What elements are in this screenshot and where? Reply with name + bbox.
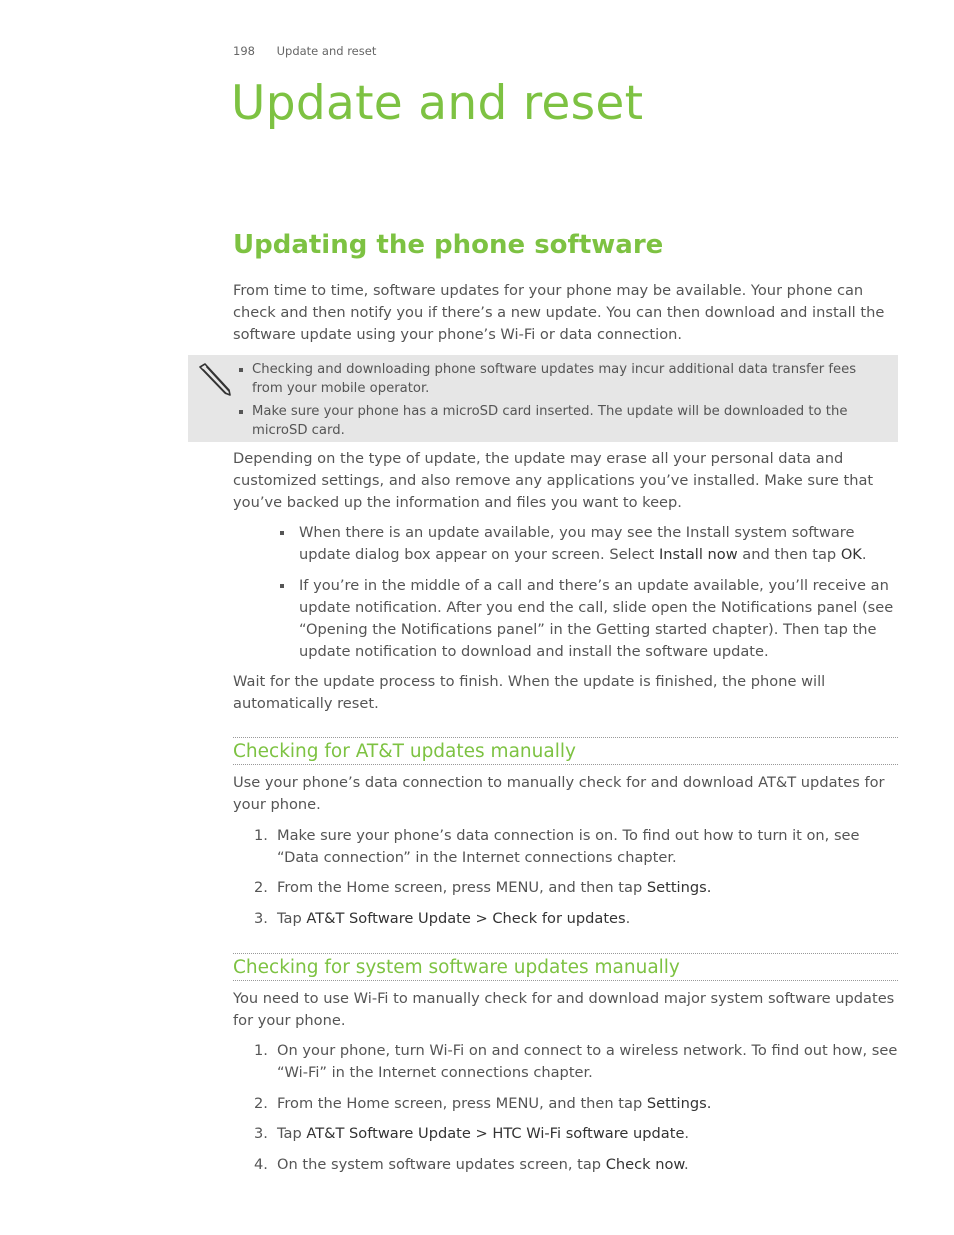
note-list [238,360,888,444]
list-item: 3. Tap AT&T Software Update > Check for updates. [254,910,631,927]
subsection-title: Checking for AT&T updates manually [233,741,576,762]
page-number: 198 [233,44,255,58]
system-subsection-heading [233,953,898,981]
list-item: 3. Tap AT&T Software Update > HTC Wi-Fi software update. [254,1125,690,1142]
install-now-label: Install now [658,546,738,563]
ok-label: OK [840,546,862,563]
note-item: Make sure your phone has a microSD card inserted. The update will be downloaded to the microSD card. [238,402,888,440]
list-item: 4. On the system software updates screen, tap Check now. [254,1156,689,1173]
system-intro: You need to use Wi-Fi to manually check for and download major system software updates for your phone. [233,990,895,1029]
list-item: When there is an update available, you may see the Install system software update dialog box appear on your screen. Select Install now and then tap OK. [277,522,897,566]
note-item: Checking and downloading phone software updates may incur additional data transfer fees from your mobile operator. [238,360,888,398]
list-item: If you’re in the middle of a call and there’s an update available, you’ll receive an update notification. After you end the call, slide open the Notifications panel (see “Opening the Notifications panel” in the Getting started chapter). Then tap the update notification to download and install the software update. [277,575,897,663]
att-subsection-heading [233,737,898,765]
list-item: 1. Make sure your phone’s data connection is on. To find out how to turn it on, see “Data connection” in the Internet connections chapter. [254,827,860,866]
update-warning-paragraph: Depending on the type of update, the update may erase all your personal data and customized settings, and also remove any applications you’ve installed. Make sure that you’ve backed up the information and files you want to keep. [233,450,874,511]
note-box [188,355,898,442]
section-title: Updating the phone software [233,230,664,260]
list-item: 2. From the Home screen, press MENU, and then tap Settings. [254,879,712,896]
update-bullet-list [277,522,897,663]
subsection-title: Checking for system software updates manually [233,957,680,978]
att-intro: Use your phone’s data connection to manually check for and download AT&T updates for your phone. [233,774,885,813]
chapter-title: Update and reset [231,76,644,131]
list-item: 1. On your phone, turn Wi-Fi on and connect to a wireless network. To find out how, see “Wi-Fi” in the Internet connections chapter. [254,1042,898,1081]
section-intro: From time to time, software updates for your phone may be available. Your phone can check and then notify you if there’s a new update. You can then download and install the software update using your phone’s Wi-Fi or data connection. [233,282,885,343]
system-steps [254,1040,898,1176]
running-title: Update and reset [276,44,377,58]
pencil-note-icon [196,361,232,397]
wait-paragraph: Wait for the update process to finish. When the update is finished, the phone will automatically reset. [233,673,826,712]
running-header [233,44,376,58]
att-steps [254,825,898,930]
list-item: 2. From the Home screen, press MENU, and then tap Settings. [254,1095,712,1112]
